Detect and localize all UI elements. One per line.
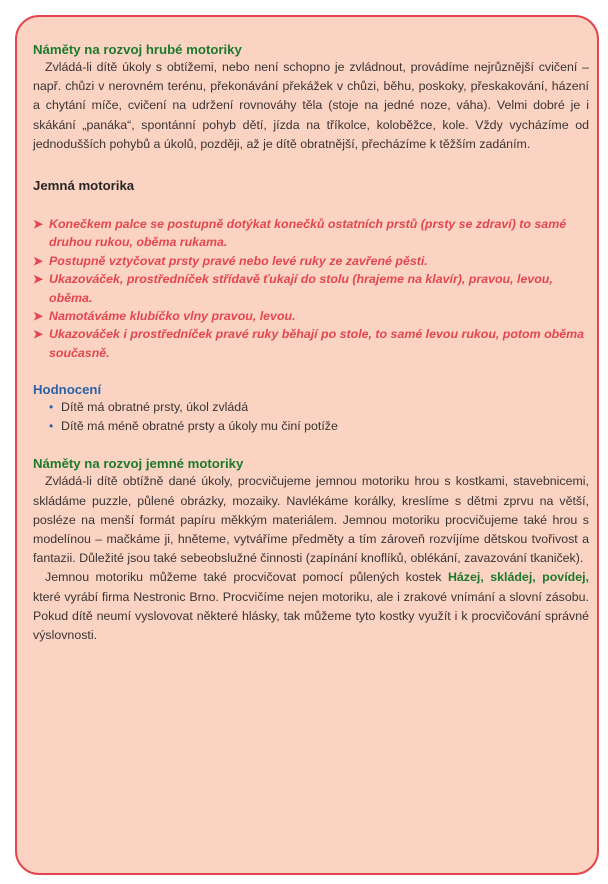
exercise-text: Ukazováček i prostředníček pravé ruky běhají po stole, to samé levou rukou, potom oběma současně. (49, 327, 585, 360)
dot-bullet-icon: • (49, 418, 54, 433)
dot-bullet-icon: • (49, 400, 54, 415)
evaluation-item (33, 398, 589, 417)
evaluation-list (33, 398, 589, 435)
exercise-item (33, 252, 589, 270)
fine-motor-section (33, 177, 589, 362)
gross-motor-paragraph: Zvládá-li dítě úkoly s obtížemi, nebo není schopno je zvládnout, provádíme nejrůznější cvičení – např. chůzi v nerovném terénu, překonávání překážek v chůzi, běhu, poskoky, přeskakování, házení a chytání míče, cvičení na udržení rovnováhy těla (stoje na jedné noze, váha). Velmi dobré je i skákání „panáka“, spontánní pohyb dětí, jízda na tříkolce, koloběžce, kole. Vždy vycházíme od jednodušších pohybů a úkolů, později, až je dítě obratnější, přecházíme k těžším zadáním. (33, 60, 589, 151)
evaluation-item (33, 417, 589, 436)
exercise-text: Ukazováček, prostředníček střídavě ťukají do stolu (hrajeme na klavír), pravou, levou, oběma. (49, 272, 553, 305)
evaluation-section (33, 381, 589, 435)
paragraph-2-rest: které vyrábí firma Nestronic Brno. Procvičíme nejen motoriku, ale i zrakové vnímání a slovní zásobu. Pokud dítě neumí vyslovovat některé hlásky, tak můžeme tyto kostky využít i k procvičování správné výslovnosti. (33, 589, 589, 643)
gross-motor-heading: Náměty na rozvoj hrubé motoriky (33, 42, 242, 57)
exercise-item (33, 325, 589, 362)
arrow-bullet-icon: ➤ (33, 327, 44, 342)
arrow-bullet-icon: ➤ (33, 253, 44, 268)
exercise-text: Namotáváme klubíčko vlny pravou, levou. (49, 309, 296, 324)
paragraph-2-intro: Jemnou motoriku můžeme také procvičovat pomocí půlených kostek (45, 570, 448, 585)
fine-motor-ideas-section (33, 455, 589, 645)
exercise-item (33, 215, 589, 252)
fine-motor-heading: Jemná motorika (33, 178, 135, 194)
exercise-text: Konečkem palce se postupně dotýkat konečků ostatních prstů (prsty se zdraví) to samé druhou rukou, oběma rukama. (49, 217, 567, 250)
page-content (33, 41, 589, 645)
fine-motor-ideas-heading: Náměty na rozvoj jemné motoriky (33, 456, 244, 472)
arrow-bullet-icon: ➤ (33, 217, 44, 232)
evaluation-heading: Hodnocení (33, 382, 102, 398)
exercise-text: Postupně vztyčovat prsty pravé nebo levé ruky ze zavřené pěsti. (49, 253, 428, 268)
page-panel (15, 15, 599, 875)
exercise-list (33, 215, 589, 362)
exercise-item (33, 270, 589, 307)
exercise-item (33, 307, 589, 325)
product-name: Házej, skládej, povídej, (447, 570, 589, 585)
evaluation-text: Dítě má méně obratné prsty a úkoly mu činí potíže (61, 418, 338, 433)
arrow-bullet-icon: ➤ (33, 309, 44, 324)
fine-motor-ideas-paragraph-1: Zvládá-li dítě obtížně dané úkoly, procvičujeme jemnou motoriku hrou s kostkami, stavebnicemi, skládáme puzzle, půlené obrázky, mozaiky. Navlékáme korálky, kreslíme s dětmi zprvu na větší, posléze na menší formát papíru měkkým materiálem. Jemnou motoriku procvičujeme také hrou s modelínou – mačkáme ji, hněteme, vytváříme předměty a tím zároveň rozvíjíme dětskou tvořivost a fantazii. Důležité jsou také sebeobslužné činnosti (zapínání knoflíků, oblékání, zavazování tkaniček). (33, 474, 589, 566)
evaluation-text: Dítě má obratné prsty, úkol zvládá (61, 400, 249, 415)
fine-motor-ideas-paragraph-2 (33, 568, 589, 645)
arrow-bullet-icon: ➤ (33, 272, 44, 287)
